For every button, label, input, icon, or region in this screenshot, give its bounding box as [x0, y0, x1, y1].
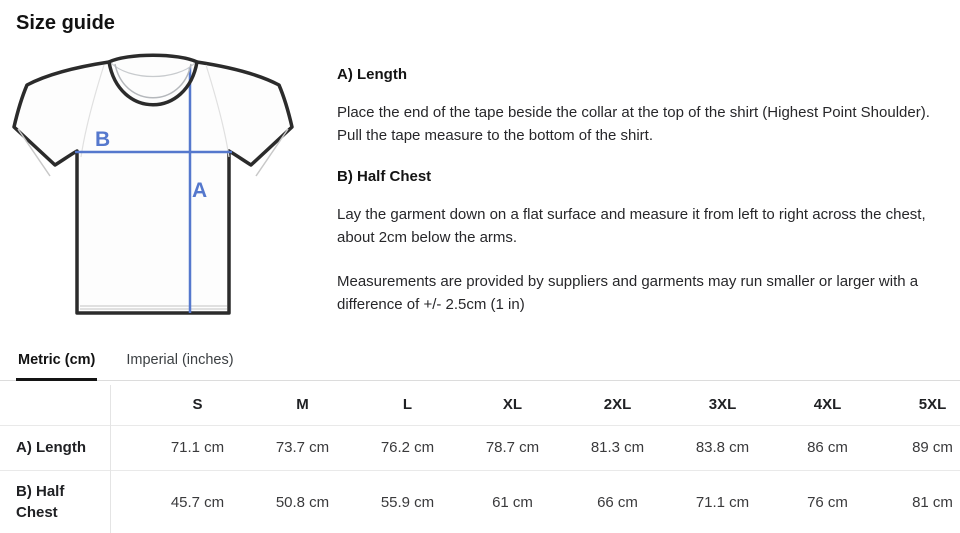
half-chest-value-2xl: 66 cm: [597, 493, 638, 511]
column-header-3xl: 3XL: [670, 385, 775, 425]
tab-metric[interactable]: [16, 352, 97, 380]
half-chest-value-s: 45.7 cm: [170, 493, 225, 511]
table-row-half-chest: [0, 470, 960, 533]
length-value-l: 76.2 cm: [355, 425, 460, 470]
column-header-m: M: [250, 385, 355, 425]
size-table-scroll-area[interactable]: [0, 385, 960, 533]
length-value-m: 73.7 cm: [250, 425, 355, 470]
size-table: [0, 385, 960, 533]
column-header-5xl: 5XL: [880, 385, 960, 425]
active-tab-indicator: [16, 378, 97, 381]
column-header-s: S: [145, 385, 250, 425]
half-chest-value-4xl: 76 cm: [807, 493, 848, 511]
length-value-3xl: 83.8 cm: [670, 425, 775, 470]
size-table-header-row: [0, 385, 960, 425]
column-header-4xl: 4XL: [775, 385, 880, 425]
half-chest-value-xl: 61 cm: [492, 493, 533, 511]
length-description: Place the end of the tape beside the collar at the top of the shirt (Highest Point Shoulder). Pull the tape measure to the bottom of the shirt.: [337, 104, 930, 144]
row-header-divider: [110, 385, 111, 533]
units-tabbar: [0, 344, 960, 381]
half-chest-value-l: 55.9 cm: [380, 493, 435, 511]
row-header-length: A) Length: [0, 425, 145, 470]
column-header-xl: XL: [460, 385, 565, 425]
half-chest-value-m: 50.8 cm: [275, 493, 330, 511]
tab-imperial[interactable]: [124, 352, 235, 380]
length-value-5xl: 89 cm: [880, 425, 960, 470]
length-heading: A) Length: [337, 66, 407, 83]
tab-imperial-label: Imperial (inches): [126, 352, 234, 368]
tshirt-outline: [14, 55, 292, 313]
measurement-label-a: A: [192, 179, 208, 202]
half-chest-value-5xl: 81 cm: [912, 493, 953, 511]
row-header-half-chest: B) Half Chest: [16, 483, 65, 522]
measurement-label-b: B: [95, 128, 111, 151]
table-row-length: [0, 425, 960, 470]
half-chest-description: Lay the garment down on a flat surface and measure it from left to right across the chest, about 2cm below the arms.: [337, 206, 926, 246]
column-header-l: L: [355, 385, 460, 425]
supplier-note: Measurements are provided by suppliers and garments may run smaller or larger with a difference of +/- 2.5cm (1 in): [337, 273, 919, 313]
length-value-xl: 78.7 cm: [460, 425, 565, 470]
length-value-4xl: 86 cm: [775, 425, 880, 470]
table-corner-cell: [0, 385, 145, 425]
measurement-instructions: [337, 66, 949, 337]
length-value-2xl: 81.3 cm: [565, 425, 670, 470]
tshirt-diagram: [5, 45, 305, 330]
column-header-2xl: 2XL: [565, 385, 670, 425]
length-value-s: 71.1 cm: [145, 425, 250, 470]
half-chest-heading: B) Half Chest: [337, 168, 432, 185]
half-chest-value-3xl: 71.1 cm: [695, 493, 750, 511]
page-title: Size guide: [16, 12, 115, 34]
tab-metric-label: Metric (cm): [18, 352, 96, 368]
